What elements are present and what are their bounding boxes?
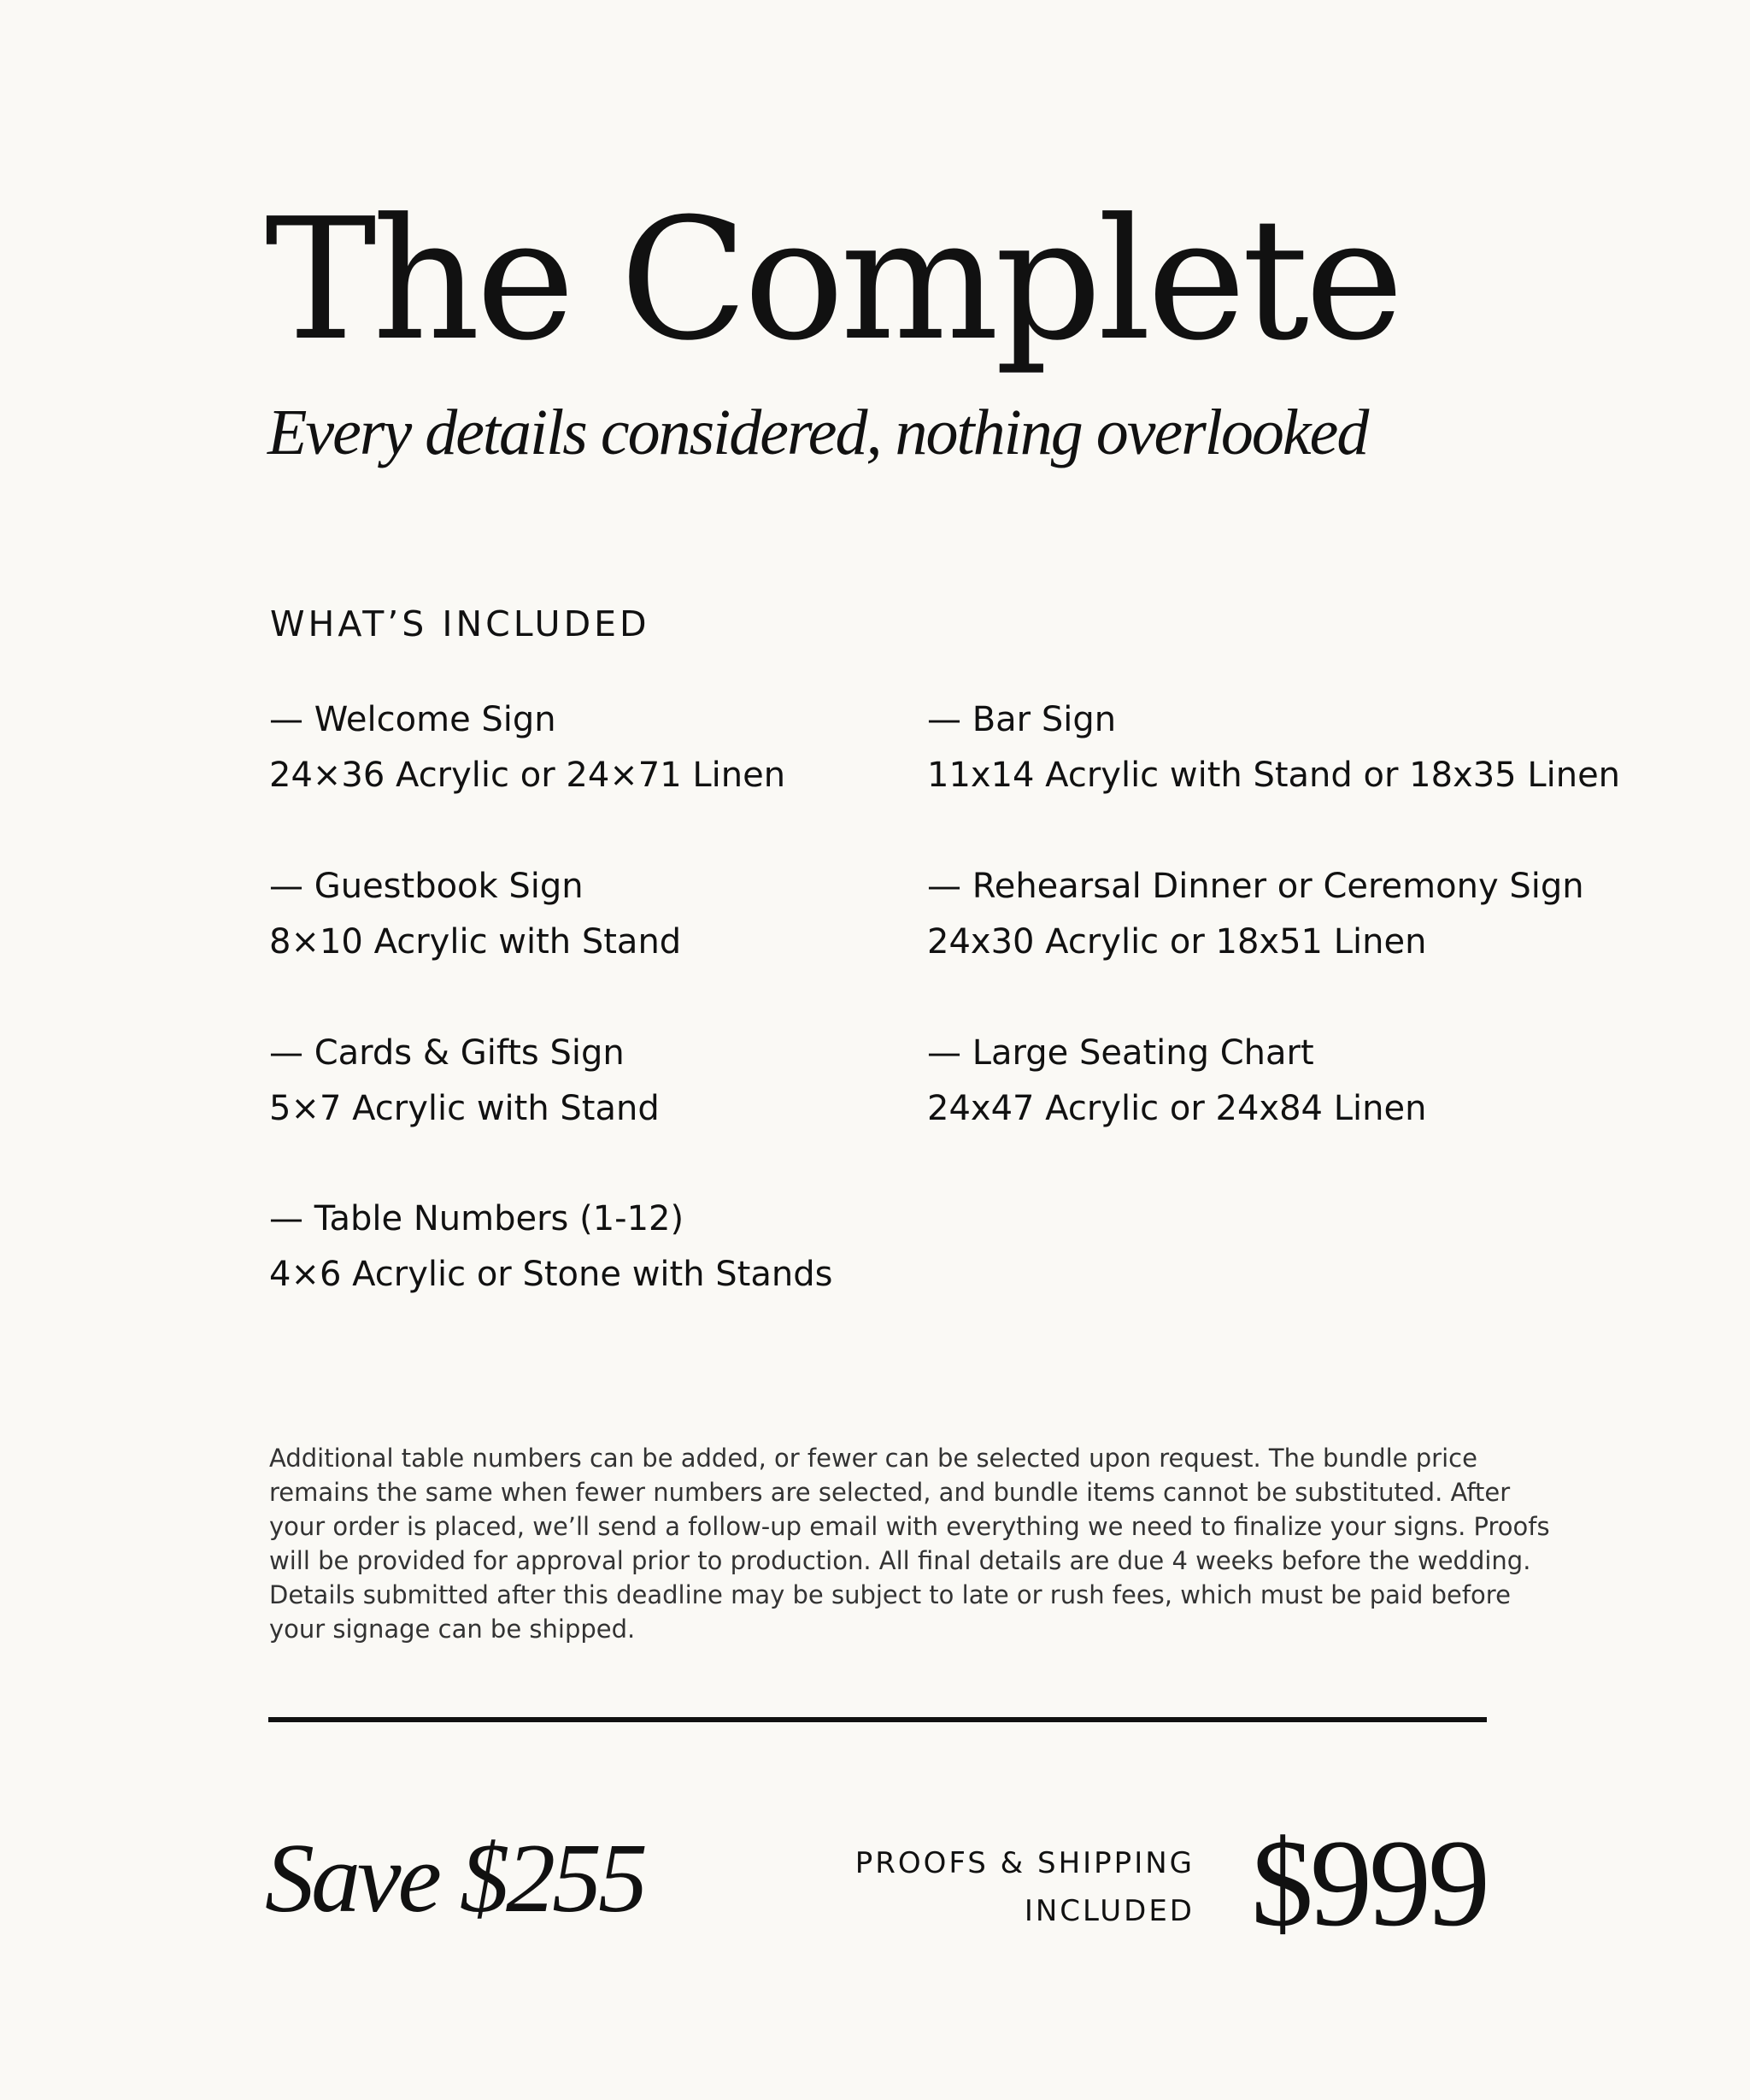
bundle-price: $999 <box>1251 1814 1487 1952</box>
included-item-bar-sign <box>927 692 1620 803</box>
notes-line: will be provided for approval prior to production. All final details are due 4 weeks before the wedding. <box>269 1546 1531 1575</box>
item-name: — Table Numbers (1-12) <box>269 1199 684 1238</box>
page-subtitle: Every details considered, nothing overlooked <box>267 397 1368 468</box>
notes-line: your order is placed, we’ll send a follow-up email with everything we need to finalize your signs. Proofs <box>269 1512 1550 1541</box>
item-detail: 5×7 Acrylic with Stand <box>269 1089 660 1128</box>
notes-line: remains the same when fewer numbers are selected, and bundle items cannot be substituted. After <box>269 1478 1511 1507</box>
item-name: — Welcome Sign <box>269 700 556 739</box>
bundle-notes <box>269 1441 1550 1646</box>
included-item-guestbook-sign <box>269 859 681 970</box>
page-title: The Complete <box>265 183 1400 378</box>
item-detail: 24x30 Acrylic or 18x51 Linen <box>927 922 1427 962</box>
item-detail: 4×6 Acrylic or Stone with Stands <box>269 1255 833 1294</box>
item-name: — Cards & Gifts Sign <box>269 1033 625 1073</box>
notes-line: Additional table numbers can be added, or fewer can be selected upon request. The bundle price <box>269 1444 1477 1473</box>
included-item-cards-gifts-sign <box>269 1026 660 1137</box>
included-item-welcome-sign <box>269 692 785 803</box>
item-detail: 11x14 Acrylic with Stand or 18x35 Linen <box>927 756 1621 795</box>
item-detail: 8×10 Acrylic with Stand <box>269 922 682 962</box>
item-name: — Large Seating Chart <box>927 1033 1314 1073</box>
included-line: INCLUDED <box>1024 1894 1195 1928</box>
proofs-shipping-note <box>855 1839 1195 1935</box>
item-detail: 24×36 Acrylic or 24×71 Linen <box>269 756 786 795</box>
proofs-shipping-line: PROOFS & SHIPPING <box>854 1846 1195 1880</box>
item-detail: 24x47 Acrylic or 24x84 Linen <box>927 1089 1427 1128</box>
included-heading: WHAT’S INCLUDED <box>270 603 650 644</box>
notes-line: Details submitted after this deadline may be subject to late or rush fees, which must be paid before <box>269 1580 1511 1609</box>
item-name: — Guestbook Sign <box>269 867 584 906</box>
included-item-table-numbers <box>269 1191 832 1303</box>
included-item-large-seating-chart <box>927 1026 1426 1137</box>
notes-line: your signage can be shipped. <box>269 1615 636 1644</box>
item-name: — Rehearsal Dinner or Ceremony Sign <box>927 867 1584 906</box>
item-name: — Bar Sign <box>927 700 1117 739</box>
included-item-rehearsal-ceremony-sign <box>927 859 1584 970</box>
pricing-divider <box>268 1717 1487 1722</box>
savings-text: Save $255 <box>265 1824 644 1933</box>
